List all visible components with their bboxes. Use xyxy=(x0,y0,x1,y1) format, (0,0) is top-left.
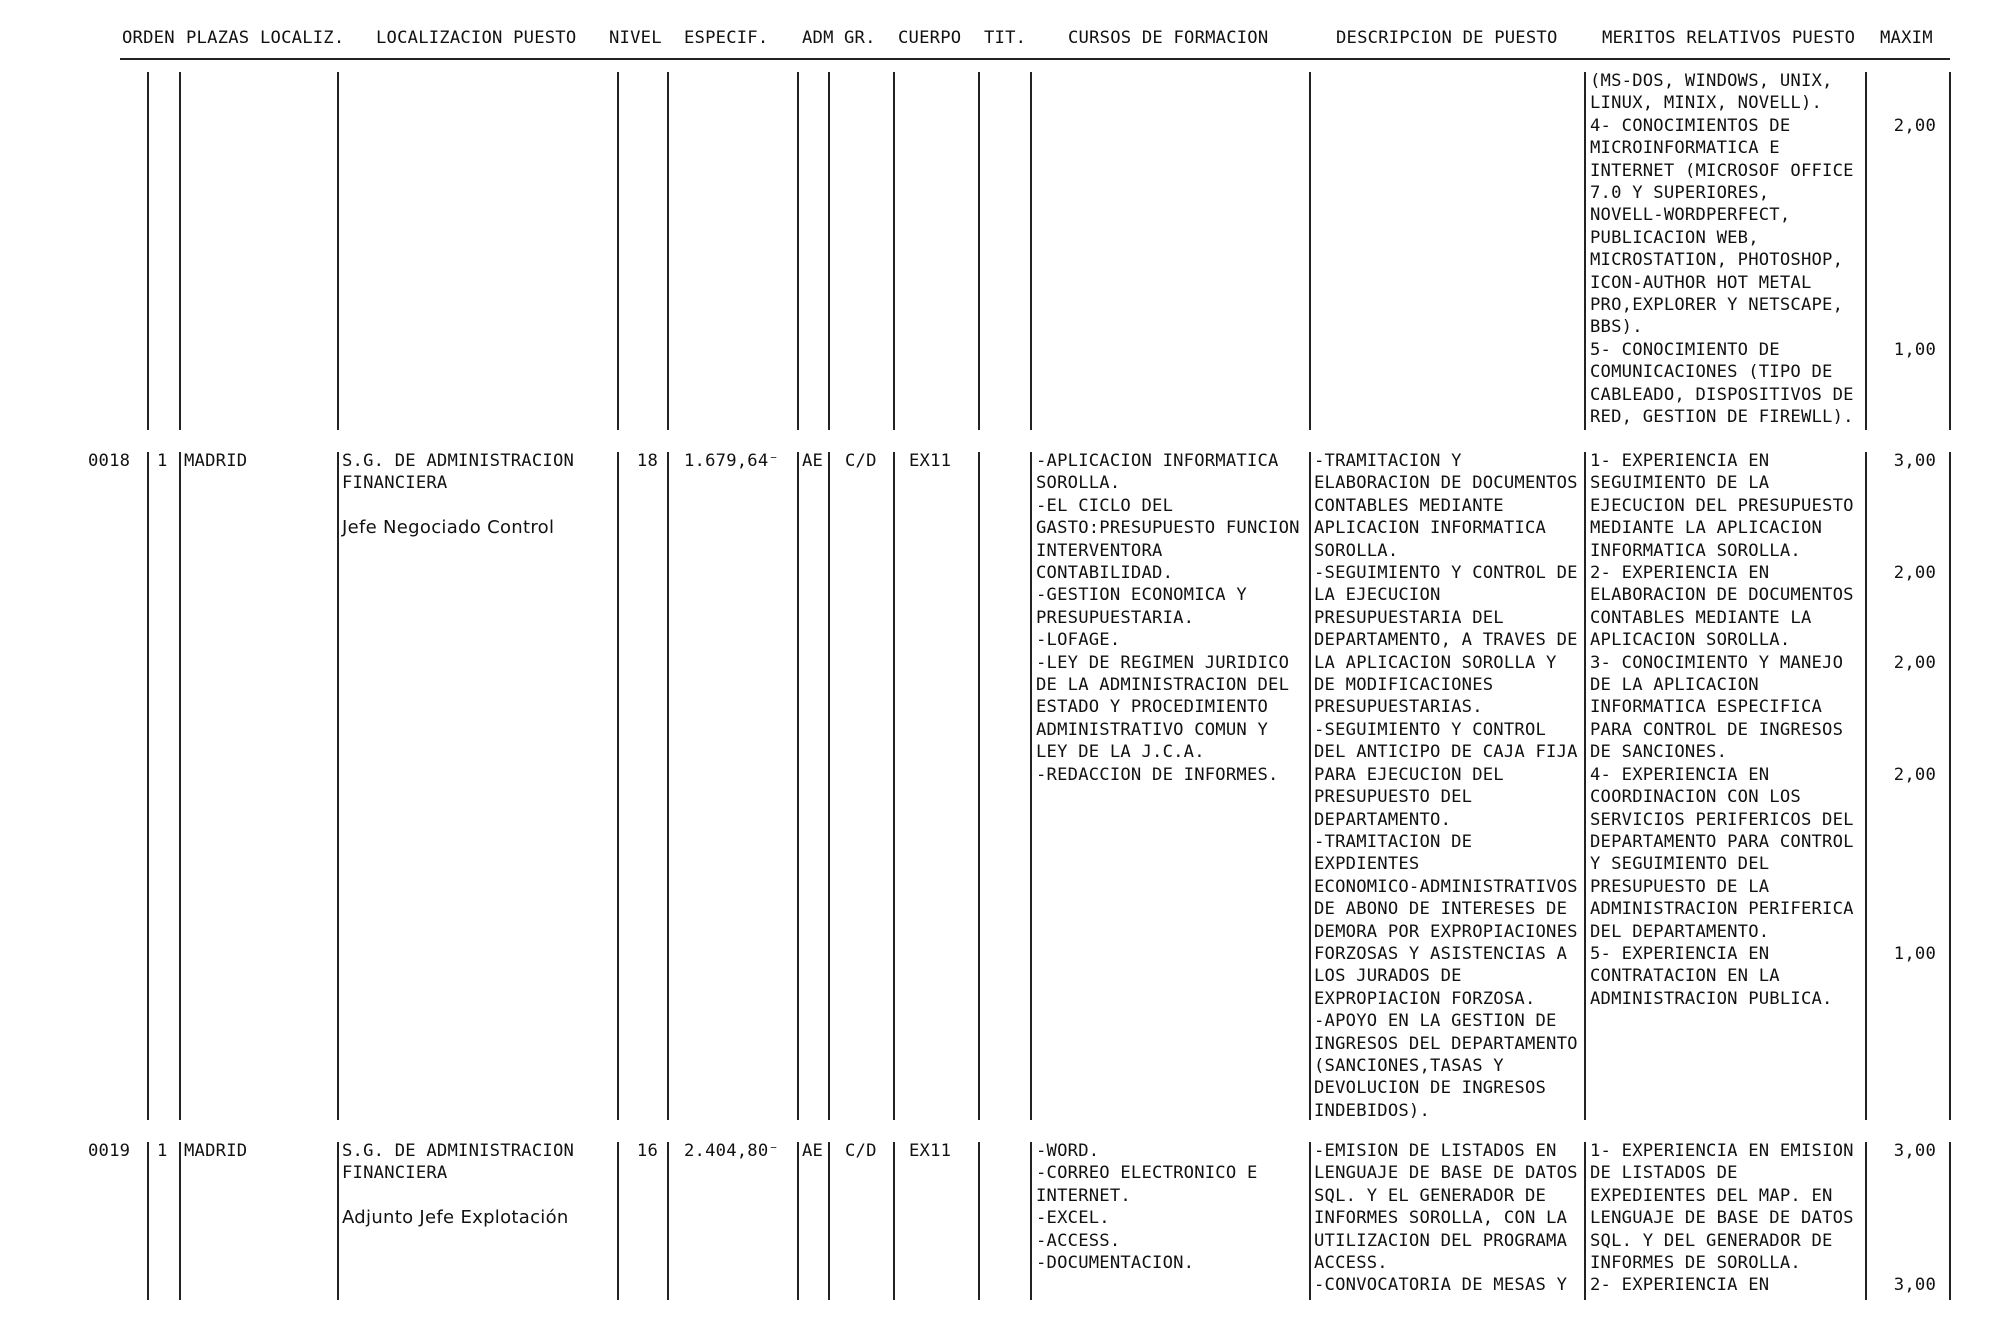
row-unidad: S.G. DE ADMINISTRACION FINANCIERA xyxy=(342,451,575,494)
header-tit: TIT. xyxy=(984,28,1027,48)
row-nivel: 18 xyxy=(636,451,658,471)
header-meritos: MERITOS RELATIVOS PUESTO xyxy=(1602,28,1856,48)
row-maxim-1: 3,00 xyxy=(1893,1141,1936,1161)
row-adm: AE xyxy=(802,1141,824,1161)
row-unidad: S.G. DE ADMINISTRACION FINANCIERA xyxy=(342,1141,575,1184)
header-localiz: LOCALIZ. xyxy=(260,28,345,48)
row-localiz: MADRID xyxy=(184,451,248,471)
row-maxim-3: 2,00 xyxy=(1893,653,1936,673)
row-cursos: -WORD. -CORREO ELECTRONICO E INTERNET. -EXCEL. -ACCESS. -DOCUMENTACION. xyxy=(1036,1141,1258,1274)
header-cursos: CURSOS DE FORMACION xyxy=(1068,28,1269,48)
row-orden: 0019 xyxy=(88,1141,131,1161)
header-adm: ADM xyxy=(802,28,834,48)
row-maxim-2: 2,00 xyxy=(1893,563,1936,583)
row-meritos: 1- EXPERIENCIA EN SEGUIMIENTO DE LA EJECUCION DEL PRESUPUESTO MEDIANTE LA APLICACION INFORMATICA SOROLLA. 2- EXPERIENCIA EN ELABORACION DE DOCUMENTOS CONTABLES MEDIANTE LA APLICACION SOROLLA. 3- CONOCIMIENTO Y MANEJO DE LA APLICACION INFORMATICA ESPECIFICA PARA CONTROL DE INGRESOS DE SANCIONES. 4- EXPERIENCIA EN COORDINACION CON LOS SERVICIOS PERIFERICOS DEL DEPARTAMENTO PARA CONTROL Y SEGUIMIENTO DEL PRESUPUESTO DE LA ADMINISTRACION PERIFERICA DEL DEPARTAMENTO. 5- EXPERIENCIA EN CONTRATACION EN LA ADMINISTRACION PUBLICA. xyxy=(1590,451,1854,1009)
row-especif: 1.679,64⁻ xyxy=(684,451,779,471)
row-maxim-4: 2,00 xyxy=(1893,765,1936,785)
row-localiz: MADRID xyxy=(184,1141,248,1161)
row-maxim-5: 1,00 xyxy=(1893,944,1936,964)
header-cuerpo: CUERPO xyxy=(898,28,962,48)
continuation-meritos: (MS-DOS, WINDOWS, UNIX, LINUX, MINIX, NOVELL). 4- CONOCIMIENTOS DE MICROINFORMATICA E INTERNET (MICROSOF OFFICE 7.0 Y SUPERIORES, NOVELL-WORDPERFECT, PUBLICACION WEB, MICROSTATION, PHOTOSHOP, ICON-AUTHOR HOT METAL PRO,EXPLORER Y NETSCAPE, BBS). 5- CONOCIMIENTO DE COMUNICACIONES (TIPO DE CABLEADO, DISPOSITIVOS DE RED, GESTION DE FIREWLL). xyxy=(1590,71,1854,428)
row-maxim-1: 3,00 xyxy=(1893,451,1936,471)
row-puesto: Jefe Negociado Control xyxy=(342,517,555,538)
row-meritos: 1- EXPERIENCIA EN EMISION DE LISTADOS DE EXPEDIENTES DEL MAP. EN LENGUAJE DE BASE DE DATOS SQL. Y DEL GENERADOR DE INFORMES DE SOROLLA. 2- EXPERIENCIA EN xyxy=(1590,1141,1854,1296)
row-plazas: 1 xyxy=(157,451,168,471)
header-especif: ESPECIF. xyxy=(684,28,769,48)
row-descripcion: -TRAMITACION Y ELABORACION DE DOCUMENTOS CONTABLES MEDIANTE APLICACION INFORMATICA SOROLLA. -SEGUIMIENTO Y CONTROL DE LA EJECUCION PRESUPUESTARIA DEL DEPARTAMENTO, A TRAVES DE LA APLICACION SOROLLA Y DE MODIFICACIONES PRESUPUESTARIAS. -SEGUIMIENTO Y CONTROL DEL ANTICIPO DE CAJA FIJA PARA EJECUCION DEL PRESUPUESTO DEL DEPARTAMENTO. -TRAMITACION DE EXPDIENTES ECONOMICO-ADMINISTRATIVOS DE ABONO DE INTERESES DE DEMORA POR EXPROPIACIONES FORZOSAS Y ASISTENCIAS A LOS JURADOS DE EXPROPIACION FORZOSA. -APOYO EN LA GESTION DE INGRESOS DEL DEPARTAMENTO (SANCIONES,TASAS Y DEVOLUCION DE INGRESOS INDEBIDOS). xyxy=(1314,451,1578,1121)
header-nivel: NIVEL xyxy=(609,28,662,48)
header-orden: ORDEN xyxy=(122,28,175,48)
header-localizacion-puesto: LOCALIZACION PUESTO xyxy=(376,28,577,48)
row-cursos: -APLICACION INFORMATICA SOROLLA. -EL CICLO DEL GASTO:PRESUPUESTO FUNCION INTERVENTORA CONTABILIDAD. -GESTION ECONOMICA Y PRESUPUESTARIA. -LOFAGE. -LEY DE REGIMEN JURIDICO DE LA ADMINISTRACION DEL ESTADO Y PROCEDIMIENTO ADMINISTRATIVO COMUN Y LEY DE LA J.C.A. -REDACCION DE INFORMES. xyxy=(1036,451,1300,785)
header-maxim: MAXIM xyxy=(1880,28,1933,48)
row-cuerpo: EX11 xyxy=(909,451,952,471)
continuation-maxim-4: 2,00 xyxy=(1893,116,1936,136)
row-orden: 0018 xyxy=(88,451,131,471)
continuation-maxim-5: 1,00 xyxy=(1893,340,1936,360)
row-gr: C/D xyxy=(845,451,877,471)
header-rule xyxy=(120,58,1950,60)
row-plazas: 1 xyxy=(157,1141,168,1161)
row-especif: 2.404,80⁻ xyxy=(684,1141,779,1161)
row-gr: C/D xyxy=(845,1141,877,1161)
row-cuerpo: EX11 xyxy=(909,1141,952,1161)
row-adm: AE xyxy=(802,451,824,471)
header-gr: GR. xyxy=(844,28,876,48)
header-plazas: PLAZAS xyxy=(186,28,250,48)
row-descripcion: -EMISION DE LISTADOS EN LENGUAJE DE BASE DE DATOS SQL. Y EL GENERADOR DE INFORMES SOROLLA, CON LA UTILIZACION DEL PROGRAMA ACCESS. -CONVOCATORIA DE MESAS Y xyxy=(1314,1141,1578,1296)
row-nivel: 16 xyxy=(636,1141,658,1161)
header-descripcion: DESCRIPCION DE PUESTO xyxy=(1336,28,1558,48)
row-maxim-2: 3,00 xyxy=(1893,1275,1936,1295)
row-puesto: Adjunto Jefe Explotación xyxy=(342,1207,569,1228)
